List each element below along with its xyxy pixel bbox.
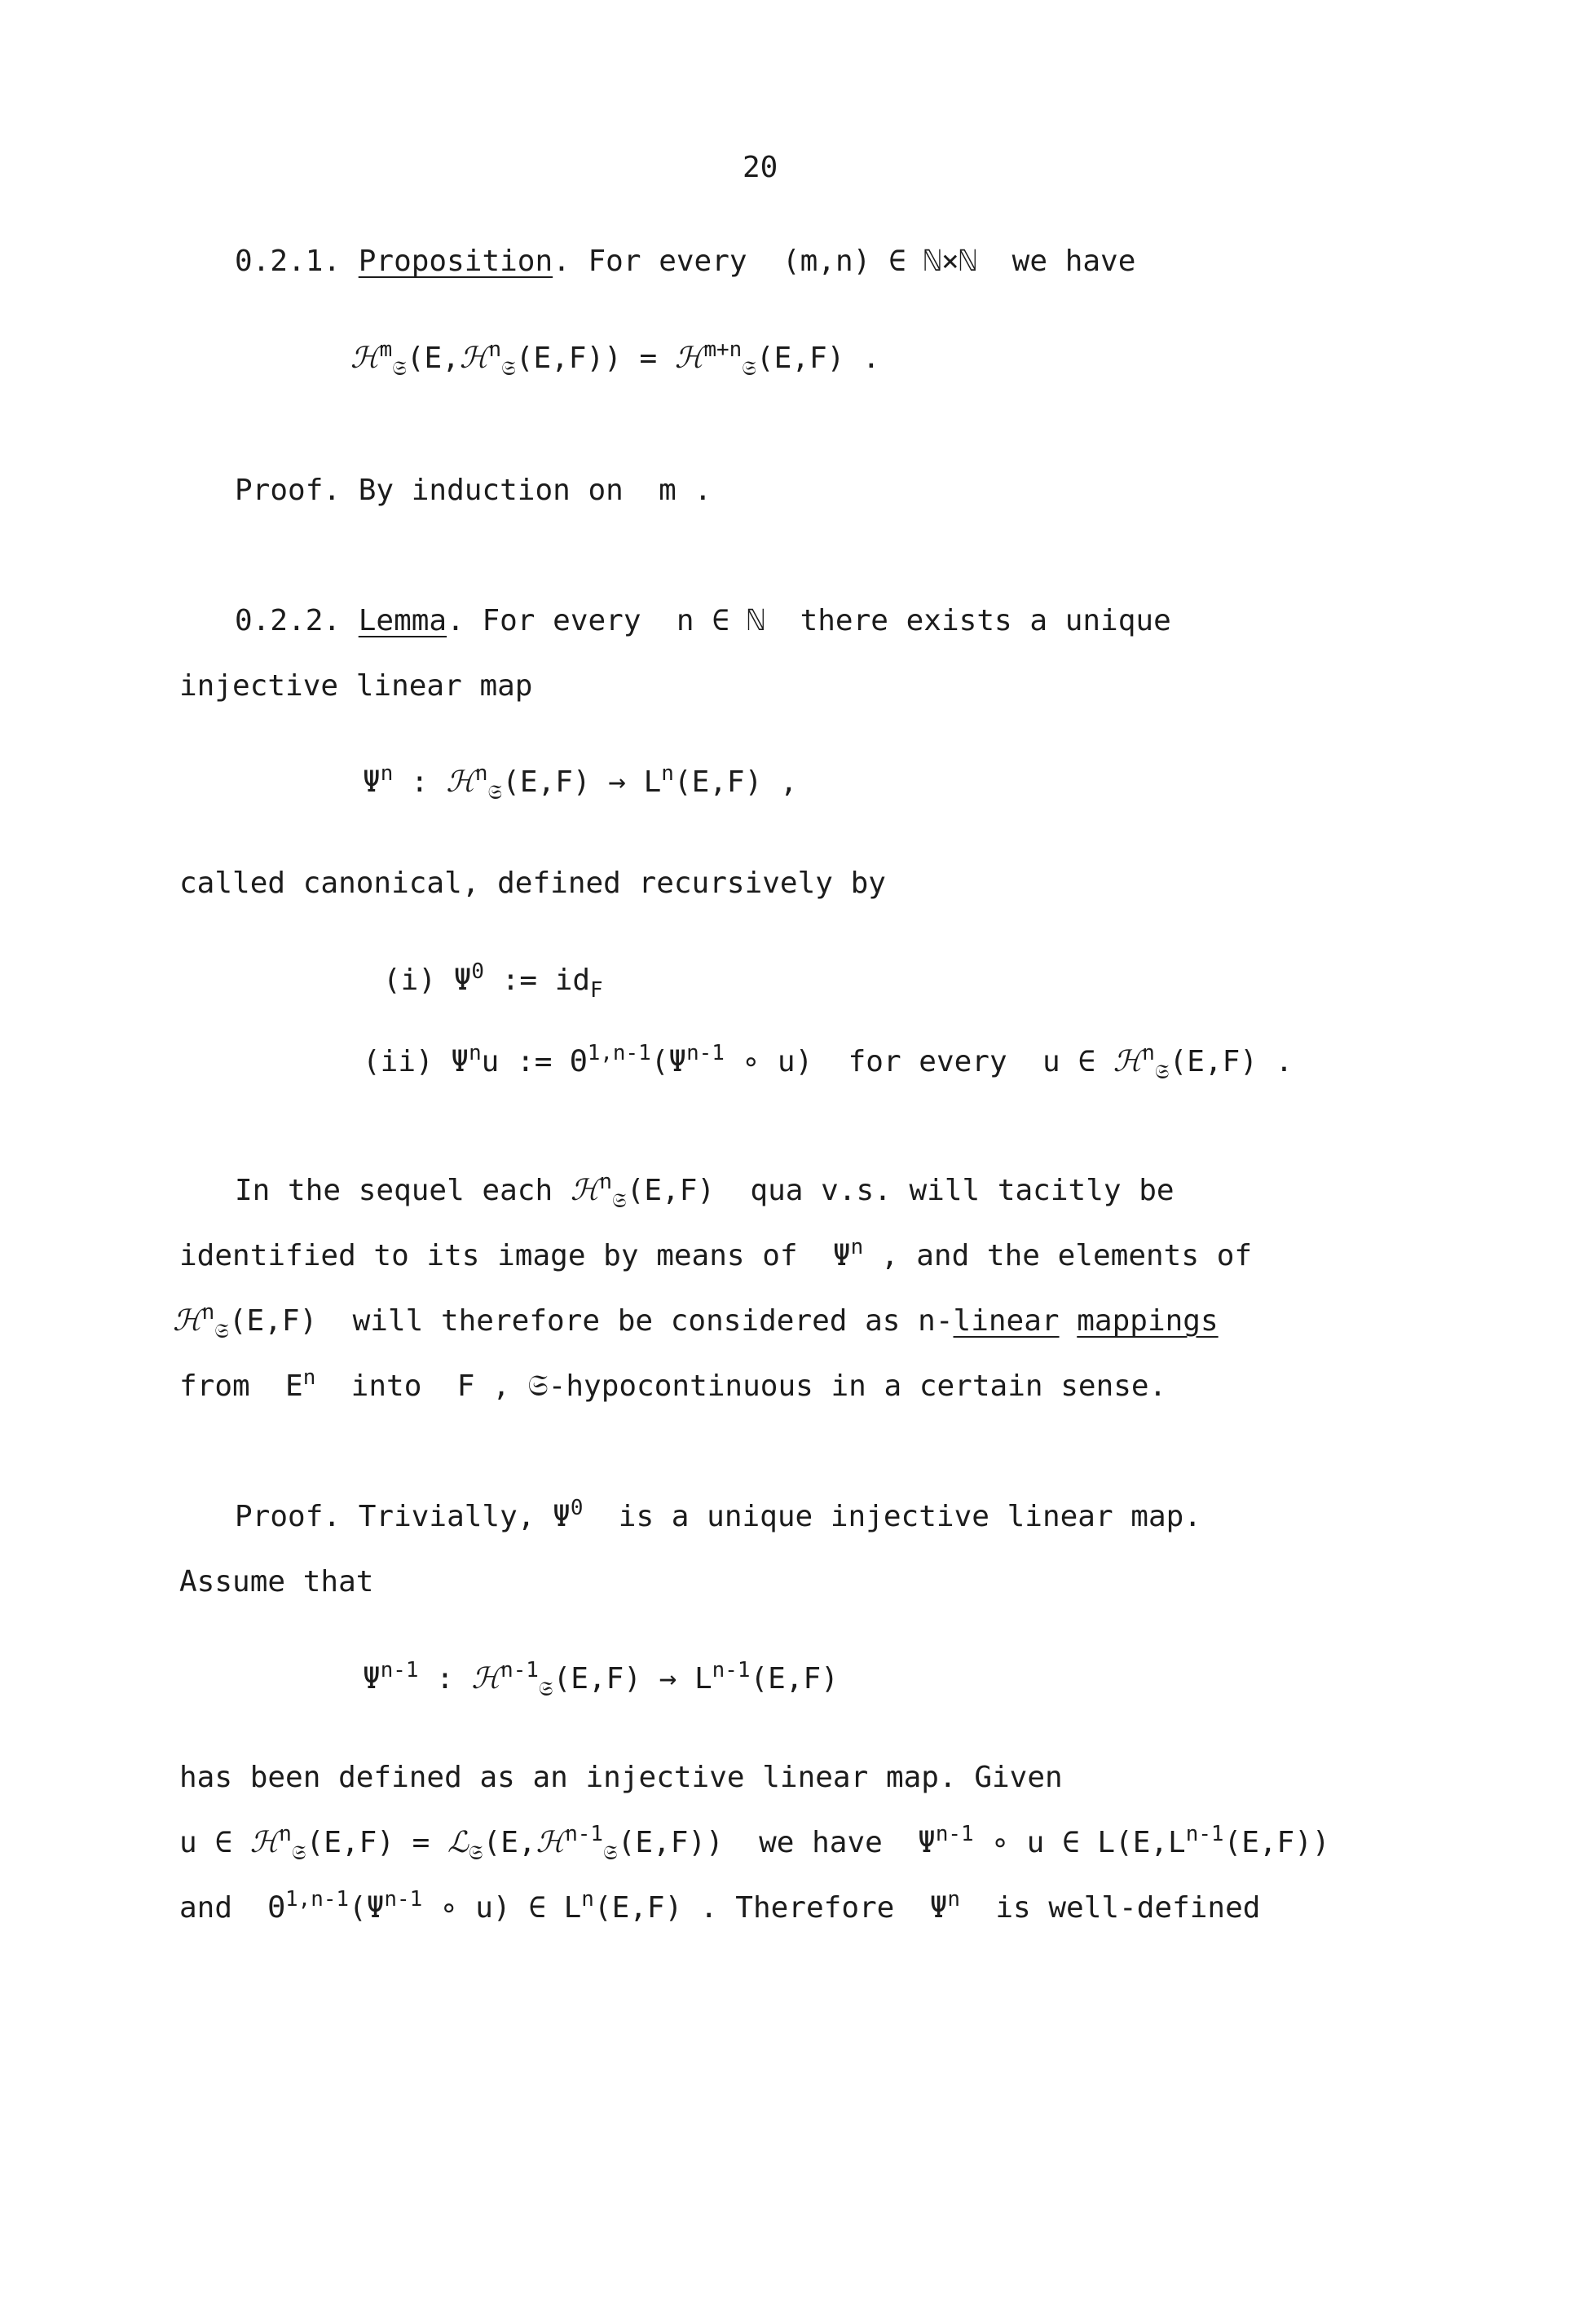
sequel-line-2: identified to its image by means of $\Psi^n$ , and the elements of — [179, 1234, 1253, 1272]
lemma-called-line: called canonical, defined recursively by — [179, 867, 886, 900]
lemma-statement: . For every n ∈ ℕ there exists a unique — [447, 604, 1171, 637]
proposition-formula: ℋ$^m_𝔖$(E,ℋ$^n_𝔖$(E,F)) = ℋ$^{m+n}_𝔖$(E,F) . — [350, 337, 880, 380]
definition-item-i: (i) $\Psi^0$ := $id_F$ — [383, 959, 603, 1003]
sequel-line-3: ℋ$^n_𝔖$(E,F) will therefore be considered as n-linear mappings — [173, 1299, 1219, 1343]
lemma-proof-line-5: and $\Theta^{1,n-1}(\Psi^{n-1}$ ∘ u) ∈ $L^n(E,F)$ . Therefore $\Psi^n$ is well-defined — [179, 1886, 1261, 1925]
sequel-line-4: from $E^n$ into F , 𝔖-hypocontinuous in a certain sense. — [179, 1365, 1167, 1403]
proposition-number: 0.2.1. — [235, 245, 342, 278]
proposition-proof: Proof. By induction on m . — [235, 474, 712, 507]
sequel-line-1: In the sequel each ℋ$^n_𝔖$(E,F) qua v.s. will tacitly be — [235, 1169, 1175, 1212]
lemma-proof-line-4: u ∈ ℋ$^n_𝔖$(E,F) = ℒ$_𝔖$(E,ℋ$^{n-1}_𝔖$(E,F)) we have $\Psi^{n-1}$ ∘ u ∈ $L(E,L^{n-1}(E,F))$ — [179, 1821, 1330, 1864]
lemma-title: Lemma — [358, 604, 447, 637]
lemma-proof-line-3: has been defined as an injective linear map. Given — [179, 1761, 1063, 1794]
lemma-line-2: injective linear map — [179, 669, 533, 703]
lemma-proof-line-2: Assume that — [179, 1565, 374, 1599]
proposition-heading — [235, 247, 1135, 276]
proposition-statement: . For every (m,n) ∈ ℕ×ℕ we have — [553, 245, 1136, 278]
lemma-heading — [235, 606, 1171, 636]
lemma-proof-line-1: Proof. Trivially, $\Psi^0$ is a unique injective linear map. — [235, 1495, 1202, 1533]
page-number: 20 — [743, 151, 778, 184]
definition-item-ii: (ii) $\Psi^nu$ := $\Theta^{1,n-1}(\Psi^{n-1}$ ∘ u) for every u ∈ ℋ$^n_𝔖$(E,F) . — [363, 1040, 1294, 1083]
lemma-number: 0.2.2. — [235, 604, 342, 637]
proposition-title: Proposition — [358, 245, 553, 278]
lemma-canonical-map: $\Psi^n$ : ℋ$^n_𝔖$(E,F) → $L^n(E,F)$ , — [363, 761, 798, 804]
induction-map: $\Psi^{n-1}$ : ℋ$^{n-1}_𝔖$(E,F) → $L^{n-1}(E,F)$ — [363, 1657, 839, 1700]
